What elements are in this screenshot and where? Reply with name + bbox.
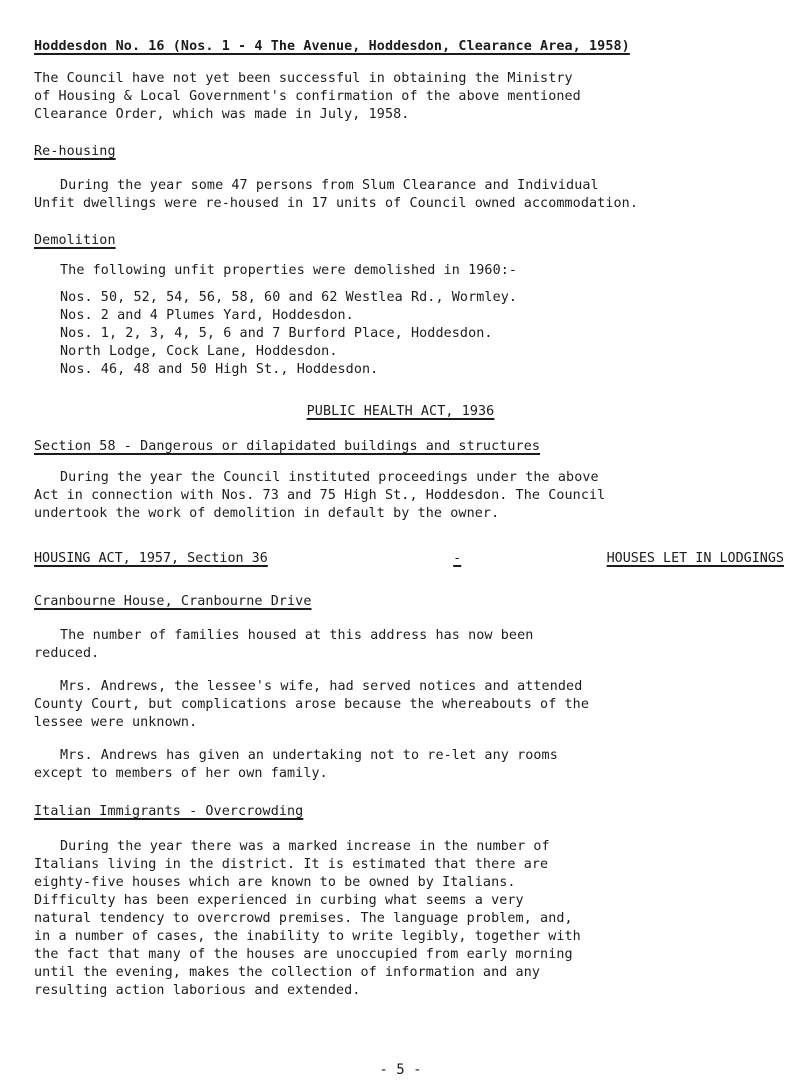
page-title: Hoddesdon No. 16 (Nos. 1 - 4 The Avenue, Hoddesdon, Clearance Area, 1958) [34, 39, 630, 54]
list-item: Nos. 50, 52, 54, 56, 58, 60 and 62 Westlea Rd., Wormley. [60, 290, 518, 305]
paragraph-line: undertook the work of demolition in default by the owner. [34, 506, 500, 521]
paragraph-line: Act in connection with Nos. 73 and 75 High St., Hoddesdon. The Council [34, 488, 606, 503]
housing-act-subtitle: HOUSES LET IN LODGINGS [606, 551, 784, 566]
cranbourne-heading: Cranbourne House, Cranbourne Drive [34, 594, 312, 609]
paragraph-line: resulting action laborious and extended. [34, 983, 361, 998]
act-heading: PUBLIC HEALTH ACT, 1936 [306, 404, 495, 419]
paragraph-line: of Housing & Local Government's confirmation of the above mentioned [34, 89, 581, 104]
paragraph-line: The Council have not yet been successful in obtaining the Ministry [34, 71, 573, 86]
section-heading: Section 58 - Dangerous or dilapidated buildings and structures [34, 439, 541, 454]
heading-dash: - [453, 551, 462, 566]
page-number: - 5 - [379, 1062, 422, 1078]
list-item: Nos. 1, 2, 3, 4, 5, 6 and 7 Burford Place, Hoddesdon. [60, 326, 493, 341]
list-item: Nos. 46, 48 and 50 High St., Hoddesdon. [60, 362, 379, 377]
paragraph-line: Mrs. Andrews has given an undertaking not to re-let any rooms [60, 748, 558, 763]
list-item: North Lodge, Cock Lane, Hoddesdon. [60, 344, 338, 359]
paragraph-line: except to members of her own family. [34, 766, 328, 781]
paragraph-line: until the evening, makes the collection of information and any [34, 965, 541, 980]
rehousing-heading: Re-housing [34, 144, 116, 159]
paragraph-line: natural tendency to overcrowd premises. The language problem, and, [34, 911, 573, 926]
paragraph-line: Mrs. Andrews, the lessee's wife, had served notices and attended [60, 679, 583, 694]
paragraph-line: lessee were unknown. [34, 715, 198, 730]
paragraph-line: Difficulty has been experienced in curbing what seems a very [34, 893, 524, 908]
paragraph-line: the fact that many of the houses are unoccupied from early morning [34, 947, 573, 962]
paragraph-line: During the year there was a marked increase in the number of [60, 839, 550, 854]
paragraph-line: The following unfit properties were demolished in 1960:- [60, 263, 518, 278]
paragraph-line: The number of families housed at this address has now been [60, 628, 534, 643]
italian-heading: Italian Immigrants - Overcrowding [34, 804, 304, 819]
list-item: Nos. 2 and 4 Plumes Yard, Hoddesdon. [60, 308, 354, 323]
paragraph-line: in a number of cases, the inability to write legibly, together with [34, 929, 581, 944]
housing-act-heading [34, 550, 784, 568]
paragraph-line: Clearance Order, which was made in July, 1958. [34, 107, 410, 122]
housing-act-title: HOUSING ACT, 1957, Section 36 [34, 551, 268, 566]
paragraph-line: County Court, but complications arose because the whereabouts of the [34, 697, 590, 712]
paragraph-line: Unfit dwellings were re-housed in 17 units of Council owned accommodation. [34, 196, 638, 211]
paragraph-line: Italians living in the district. It is estimated that there are [34, 857, 549, 872]
paragraph-line: eighty-five houses which are known to be owned by Italians. [34, 875, 516, 890]
paragraph-line: reduced. [34, 646, 100, 661]
paragraph-line: During the year some 47 persons from Slum Clearance and Individual [60, 178, 599, 193]
paragraph-line: During the year the Council instituted proceedings under the above [60, 470, 599, 485]
demolition-heading: Demolition [34, 233, 116, 248]
